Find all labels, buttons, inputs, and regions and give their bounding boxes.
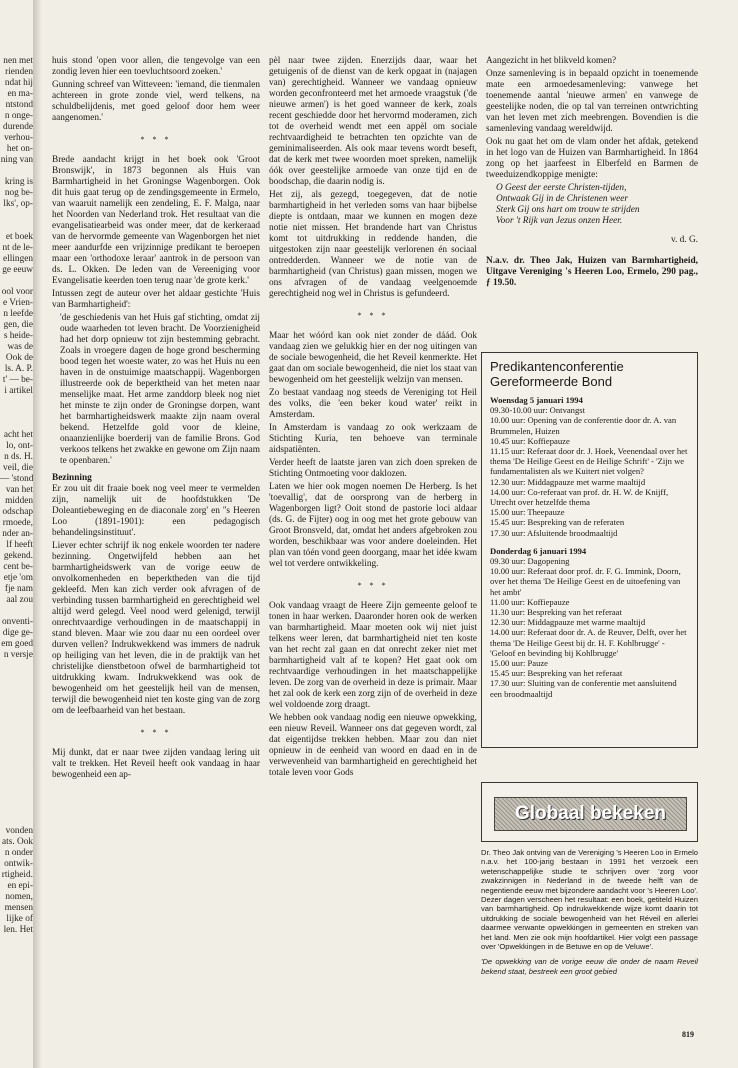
fragment-line: mensen [4,903,33,913]
globaal-bekeken-header [481,782,698,842]
paragraph: Het zij, als gezegd, toegegeven, dat de notie barmhartigheid in het verleden soms van haar bijbelse diepte is ontdaan, maar we kunnen en mogen deze notie niet missen. Het brandende hart van Christus komt tot uitdrukking in reddende handen, die uitgestoken zijn naar geestelijk verlorenen én sociaal ontredderden. Wanneer we de notie van de barmhartigheid (van Christus) gaan missen, mogen we ons afvragen of de vandaag veelgenoemde gerechtigheid nog wel in Christus is gefundeerd. [269,190,477,299]
fragment-line: len. Het [3,925,33,935]
fragment-line: ning van [0,155,33,165]
fragment-line [0,705,33,716]
fragment-line [0,771,33,782]
paragraph: Ook nu gaat het om de vlam onder het afdak, getekend in het logo van de Huizen van Barmhartigheid. In 1864 zong op het jaarfeest in Elberfeld en Barmen de tweeduizendkoppige menigte: [486,137,698,180]
fragment-line: dige ge- [2,628,33,638]
schedule-item: 10.45 uur: Koffiepauze [490,435,570,446]
schedule-item: 09.30-10.00 uur: Ontvangst [490,405,586,416]
fragment-line [0,716,33,727]
schedule-item: 17.30 uur: Afsluitende broodmaaltijd [490,527,618,538]
fragment-line: nen met [3,56,33,66]
fragment-line: ntstond [5,100,33,110]
day-heading: Donderdag 6 januari 1994 [490,545,587,556]
schedule-item: 17.30 uur: Sluiting van de conferentie met aansluitend een broodmaaltijd [490,678,677,699]
schedule-item: 12.30 uur: Middagpauze met warme maaltijd [490,476,646,487]
author-signature: v. d. G. [670,235,698,245]
conference-title [490,359,689,389]
poem-line: Sterk Gij ons hart om trouw te strijden [496,205,640,215]
fragment-line: ndat hij [4,78,33,88]
conference-title-line: Predikantenconferentie [490,359,624,374]
section-divider: * * * [140,135,172,144]
fragment-line: midden [5,496,33,506]
paragraph: Liever echter schrijf ik nog enkele woorden ter nadere bezinning. Ongetwijfeld hebben aan het barmhartigheidswerk van de vorige eeuw de onvolkomenheden en beperktheden van die tijd gekleefd. Men kan zich verder ook afvragen of de verbinding tussen barmhartigheid en gerechtigheid wel altijd werd gelegd. Veel nood werd gelenigd, terwijl onrechtvaardige verhoudingen in de maatschappij in stand bleven. Maar wie zou daar nu een oordeel over durven vellen? Indrukwekkend was immers de nadruk op heiliging van het leven, die in de praktijk van het christelijke dienstbetoon ofwel de barmhartigheid tot uitdrukking kwam. Indrukwekkend was ook de bewogenheid om het geestelijk heil van de mensen, terwijl die bewogenheid niet ten koste ging van de zorg om de leefbaarheid van het bestaan. [52,541,260,716]
block-quote: 'de geschiedenis van het Huis gaf stichting, omdat zij oude waarheden tot leven bracht. De Voorzienigheid had het dorp opnieuw tot zijn bestemming gebracht. Zoals in vroegere dagen de hoge grond bescherming bood tegen het woeste water, zo was het Huis nu een haven in de onstuimige maatschappij. Wagenborgen illustreerde ook de beperktheid van het meten naar menselijke maat. Het arme zanddorp bleek nog niet het minste te zijn onder de Groningse dorpen, want het barmhartigheidswerk maakte zijn naam overal bekend. Hetzelfde gold voor de kleine, onaanzienlijke boerderij van de familie Brons. God verkoos telkens het zwakke en gewone om Zijn naam te openbaren.' [60,313,260,466]
schedule-item: 11.30 uur: Bespreking van het referaat [490,607,622,618]
fragment-line: rienden [5,67,33,77]
fragment-line [0,408,33,419]
fragment-line: en ma- [7,89,33,99]
fragment-line [0,683,33,694]
fragment-line: gekend. [3,551,33,561]
schedule-item: 15.45 uur: Bespreking van het referaat [490,668,623,679]
previous-page-fragment [0,56,33,936]
fragment-line [0,419,33,430]
schedule-item: 14.00 uur: Referaat door dr. A. de Reuver, Delft, over het thema 'De Heilige Geest bij dr. H. F. Kohlbrugge' - 'Geloof en bevinding bij Kohlbrugge' [490,627,687,658]
fragment-line: ontwik- [4,859,33,869]
fragment-line: ls. A. P. [4,364,33,374]
fragment-line [0,749,33,760]
fragment-line: s heide- [3,331,33,341]
paragraph: Brede aandacht krijgt in het boek ook 'Groot Bronswijk', in 1873 begonnen als Huis van Barmhartigheid in het Groningse Wagenborgen. Ook dit huis gaat terug op de zendingsgemeente in Ermelo, van waaruit namelijk een zendeling, E. F. Malga, naar het Noorden van Nederland trok. Het resultaat van die evangelisatiearbeid was onder meer, dat de kerkeraad van de hervormde gemeente van Wagenborgen het niet meer aandurfde een vrijzinnige predikant te beroepen maar een 'orthodoxe leraar' aantrok in de persoon van ds. L. Okken. De leden van de Vereeniging voor Evangelisatie keerden toen terug naar 'de grote kerk.' [52,155,260,286]
fragment-line: lf heeft [6,540,33,550]
poem-line: Voor 't Rijk van Jezus onzen Heer. [496,216,623,226]
fragment-line [0,606,33,617]
fragment-line: cent be- [3,562,33,572]
page-gutter [33,0,41,1068]
fragment-line: veil, die [3,463,33,473]
page-number: 819 [682,1030,694,1039]
fragment-line: lijke of [6,914,33,924]
fragment-line: ool voor [1,287,33,297]
globaal-bekeken-title: Globaal bekeken [494,797,687,831]
fragment-line [0,276,33,287]
fragment-line: ats. Ook [2,837,33,847]
paragraph: 'De opwekking van de vorige eeuw die onder de naam Reveil bekend staat, bestreek een groot gebied [481,957,698,976]
fragment-line: gen, die [3,320,33,330]
paragraph: huis stond 'open voor allen, die tengevolge van een zondig leven hier een toevluchtsoord zoeken.' [52,56,260,77]
subheading: Bezinning [52,473,92,483]
conference-title-line: Gereformeerde Bond [490,374,613,389]
fragment-line [0,804,33,815]
schedule-item: 14.00 uur: Co-referaat van prof. dr. H. W. de Knijff, Utrecht over hetzelfde thema [490,486,669,508]
fragment-line: kring is [4,177,33,187]
schedule-item: 15.45 uur: Bespreking van de referaten [490,517,625,528]
fragment-line [0,727,33,738]
fragment-line: nt de le- [2,243,33,253]
fragment-line: verhou- [4,133,33,143]
article-column-2 [269,56,477,781]
fragment-line: lks', op- [3,199,33,209]
paragraph: Verder heeft de laatste jaren van zich doen spreken de Stichting Ontmoeting voor daklozen. [269,458,477,479]
article-column-1 [52,56,260,783]
paragraph: Er zou uit dit fraaie boek nog veel meer te vermelden zijn, namelijk uit de hoofdstukken 'De Doleantiebeweging en de diaconale zorg' en ''s Heeren Loo (1891-1901): een pedagogisch behandelingsinstituut'. [52,484,260,538]
fragment-line: odschap [2,507,33,517]
fragment-line: n onge- [4,111,33,121]
day-schedule [490,405,689,538]
fragment-line [0,815,33,826]
paragraph: Ook vandaag vraagt de Heere Zijn gemeente geloof te tonen in haar werken. Daaronder horen ook de werken van barmhartigheid. Maar moeten ook wij niet juist telkens weer leren, dat barmhartigheid niet ten koste van het recht zal gaan en dat onrecht zeker niet met barmhartigheid valt af te kopen? Het gaat ook om rechtvaardige verhoudingen in het maatschappelijke leven. De zorg van de overheid in deze is primair. Maar het zal ook de kerk een zorg zijn of de overheid in deze wel voldoende zorg draagt. [269,601,477,710]
fragment-line: nog be- [4,188,33,198]
poem-line: Ontwaak Gij in de Christenen weer [496,194,628,204]
fragment-line: lo, ont- [6,441,33,451]
article-column-3 [486,56,698,289]
fragment-line: acht het [3,430,33,440]
fragment-line [0,210,33,221]
section-divider: * * * [357,581,389,590]
fragment-line: em goed [1,639,33,649]
section-divider: * * * [140,728,172,737]
fragment-line: rmoede, [2,518,33,528]
fragment-line [0,782,33,793]
fragment-line: Ook de [5,353,33,363]
fragment-line [0,672,33,683]
fragment-line: nder an- [2,529,33,539]
fragment-line [0,166,33,177]
fragment-line: ellingen [3,254,33,264]
fragment-line [0,694,33,705]
paragraph: We hebben ook vandaag nodig een nieuwe opwekking, een nieuw Reveil. Wanneer ons dat gegeven wordt, zal dat eigentijdse trekken hebben. Maar zou dan niet opnieuw in de eenheid van woord en daad en in de verwevenheid van barmhartigheid en gerechtigheid het totale leven voor Gods [269,713,477,778]
globaal-bekeken-text [481,848,698,982]
schedule-item: 09.30 uur: Dagopening [490,556,570,567]
fragment-line: rtigheid. [1,870,33,880]
paragraph: In Amsterdam is vandaag zo ook werkzaam de Stichting Kuria, ten behoeve van terminale aidspatiënten. [269,423,477,455]
fragment-line: n leefde [3,309,33,319]
day-heading: Woensdag 5 januari 1994 [490,395,583,405]
fragment-line: et boek [5,232,33,242]
fragment-line: van het [5,485,33,495]
paragraph: Dr. Theo Jak ontving van de Vereniging 's Heeren Loo in Ermelo n.a.v. het 100-jarig bestaan in 1991 het verzoek een wetenschappelijke studie te schrijven over 'zorg voor zwakzinnigen in Nederland in de tweede helft van de negentiende eeuw met bijzondere aandacht voor 's Heeren Loo'. Dezer dagen verscheen het resultaat: een boek, getiteld Huizen van barmhartigheid. Op indrukwekkende wijze komt daarin tot uitdrukking de sociale bewogenheid van het Réveil en allerlei daarmee verwante opwekkingen in gemeenten en streken van het land. Men zie ook mijn hoofdartikel. Hier volgt een passage over 'Opwekkingen in de Betuwe en op de Veluwe'. [481,848,698,952]
fragment-line [0,397,33,408]
fragment-line: n ds. H. [4,452,33,462]
fragment-line: i artikel [4,386,33,396]
day-schedule [490,556,689,699]
poem-line: O Geest der eerste Christen-tijden, [496,183,627,193]
fragment-line: e Vrien- [3,298,33,308]
fragment-line [0,661,33,672]
fragment-line [0,738,33,749]
fragment-line: onventi- [2,617,33,627]
schedule-item: 15.00 uur: Pauze [490,658,548,669]
poem [486,183,698,227]
fragment-line: durende [3,122,33,132]
paragraph: Zo bestaat vandaag nog steeds de Vereniging tot Heil des volks, die 'een beker koud water' reikt in Amsterdam. [269,388,477,420]
schedule-item: 11.15 uur: Referaat door dr. J. Hoek, Veenendaal over het thema 'De Heilige Geest en de Heilige Schrift' - 'Zijn we fundamentalisten als we Kuitert niet volgen? [490,446,688,477]
fragment-line: ge eeuw [2,265,33,275]
fragment-line: was de [7,342,33,352]
paragraph: Maar het wóórd kan ook niet zonder de dáád. Ook vandaag zien we gelukkig hier en der nog uitingen van de sociale bewogenheid, die het Reveil kenmerkte. Het gaat dan om sociale bewogenheid, die niet los staat van bewogenheid om het geestelijk welzijn van mensen. [269,331,477,385]
fragment-line: vonden [5,826,33,836]
fragment-line [0,760,33,771]
fragment-line: — 'stond [0,474,33,484]
fragment-line: n onder [4,848,33,858]
fragment-line: nomen, [5,892,33,902]
fragment-line: en epi- [7,881,33,891]
paragraph: pèl naar twee zijden. Enerzijds daar, waar het getuigenis of de dienst van de kerk opgaat in (najagen van) gerechtigheid. Wanneer we vandaag opnieuw worden geconfronteerd met het armoede vraagstuk ('de nieuwe armen') is het goed wanneer de kerk, zoals recent geschiedde door het hervormd moderamen, zich tot de overheid wendt met een appèl om sociale rechtvaardigheid te betrachten ten opzichte van de geminimaliseerden. Als ook maar tevens wordt beseft, dat de kerk met twee woorden moet spreken, namelijk óók over geestelijke armoede van onze tijd en de boodschap, die daarin nodig is. [269,56,477,187]
schedule-item: 11.00 uur: Koffiepauze [490,596,570,607]
paragraph: Aangezicht in het blikveld komen? [486,56,617,66]
conference-programme-box [481,352,698,748]
fragment-line: het on- [6,144,33,154]
section-divider: * * * [357,311,389,320]
fragment-line: t' — be- [2,375,33,385]
paragraph: Intussen zegt de auteur over het aldaar gestichte 'Huis van Barmhartigheid': [52,289,260,310]
fragment-line: etje 'om [3,573,33,583]
schedule-item: 12.30 uur: Middagpauze met warme maaltijd [490,617,646,628]
fragment-line: fje nam [4,584,33,594]
paragraph: Gunning schreef van Witteveen: 'iemand, die tienmalen achtereen in grote zonde viel, werd telkens, na schuldbelijdenis, met goed geloof door hem weer aangenomen.' [52,80,260,123]
schedule-item: 10.00 uur: Referaat door prof. dr. F. G. Immink, Doorn, over het thema 'De Heilige Geest en de uitoefening van het ambt' [490,566,681,597]
fragment-line [0,221,33,232]
schedule-item: 15.00 uur: Theepauze [490,507,565,518]
fragment-line: aal zou [6,595,33,605]
schedule-item: 10.00 uur: Opening van de conferentie door dr. A. van Brummelen, Huizen [490,415,677,436]
paragraph: Laten we hier ook mogen noemen De Herberg. Is het 'toevallig', dat de oorsprong van de herberg in Wagenborgen ligt? Ooit stond de pastorie loci aldaar (ds. G. de Fijter) oog in oog met het grote gebouw van Groot Bronsveld, dat, omdat het anders afgebroken zou worden, beschikbaar was voor andere doeleinden. Het plan van tóén vond geen doorgang, maar het idée kwam wel tot verdere ontwikkeling. [269,482,477,569]
paragraph: Onze samenleving is in bepaald opzicht in toenemende mate een armoedesamenleving: vanwege het toenemende aantal 'nieuwe armen' en vanwege de geestelijke noden, die op tal van terreinen ontwrichting van het leven met zich meebrengen. Bovendien is die samenleving vandaag wereldwijd. [486,69,698,134]
paragraph: Mij dunkt, dat er naar twee zijden vandaag lering uit valt te trekken. Het Reveil heeft ook vandaag in haar bewogenheid een ap- [52,748,260,780]
fragment-line [0,793,33,804]
book-reference: N.a.v. dr. Theo Jak, Huizen van Barmhartigheid, Uitgave Vereniging 's Heeren Loo, Ermelo, 290 pag., ƒ 19.50. [486,256,698,288]
fragment-line: n versje [3,650,33,660]
